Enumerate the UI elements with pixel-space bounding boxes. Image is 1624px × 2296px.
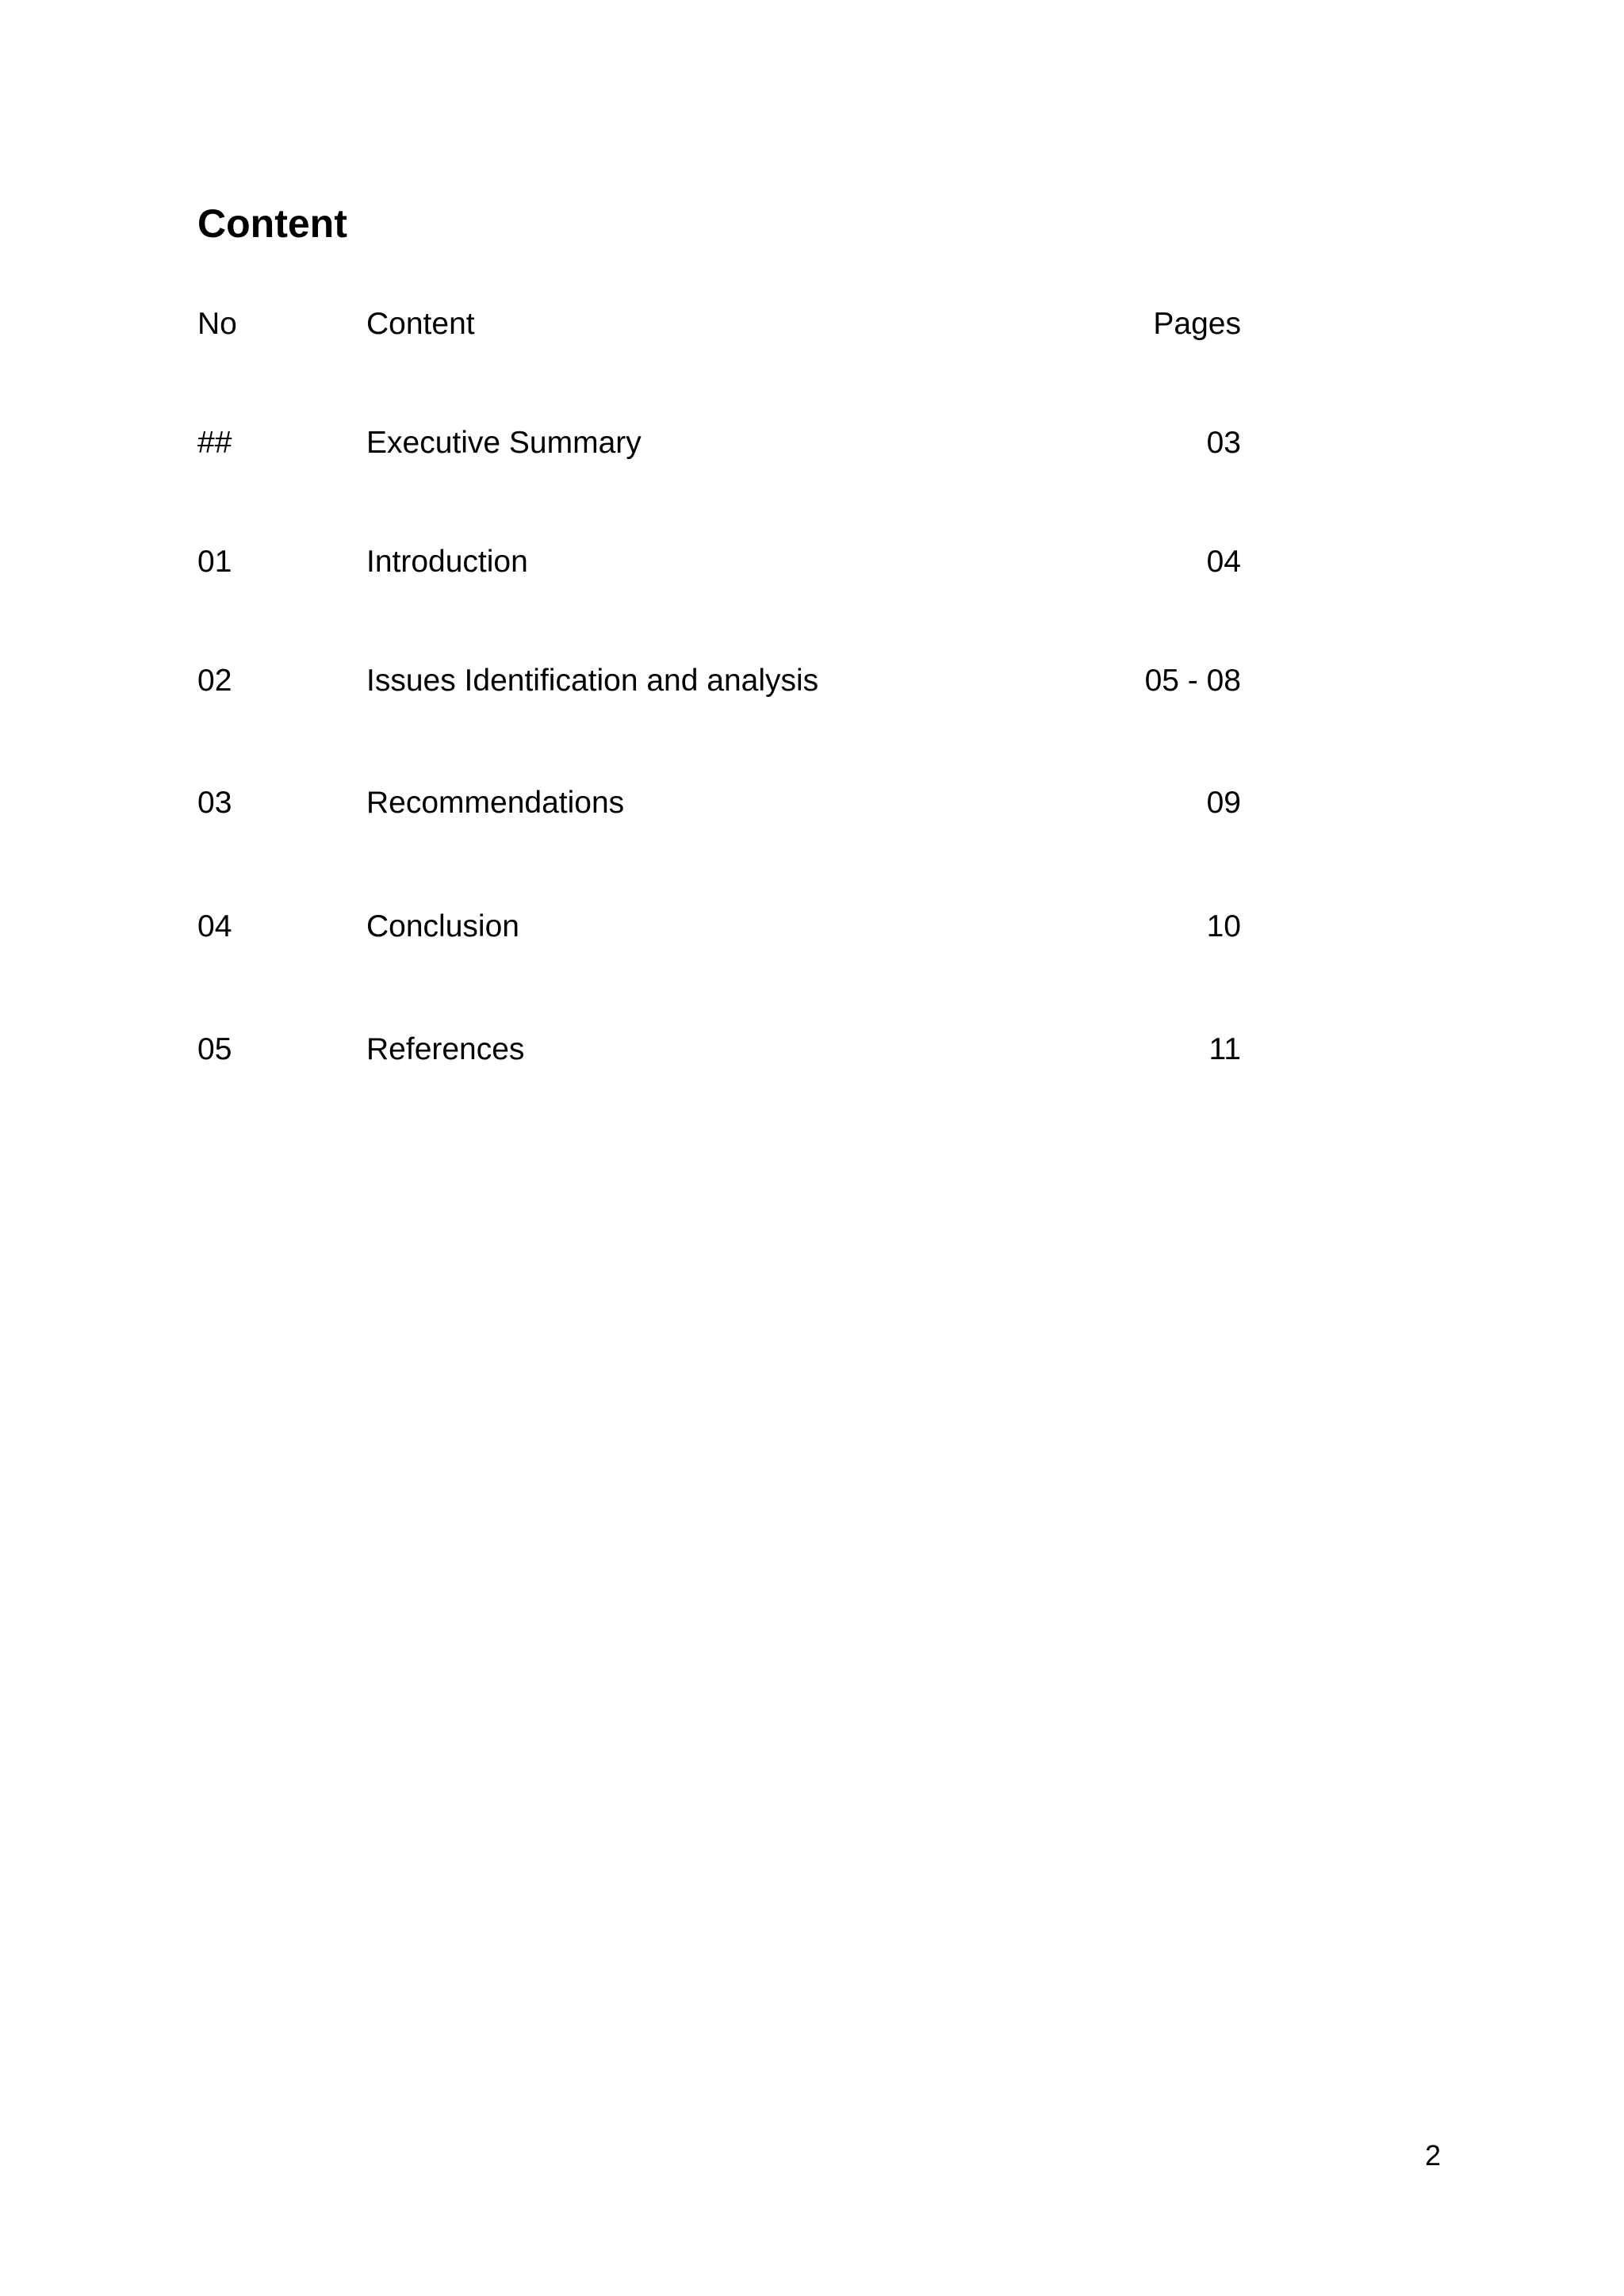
toc-row-pages: 03 [1206,426,1241,460]
page-number: 2 [1425,2139,1442,2172]
toc-row-content: References [366,1032,525,1066]
toc-row-content: Issues Identification and analysis [366,664,819,698]
toc-row-pages: 11 [1208,1032,1241,1066]
toc-row [197,1027,1241,1072]
toc-row [197,905,1241,949]
toc-header-pages: Pages [1153,307,1241,341]
toc-row-no: 05 [197,1032,232,1066]
toc-row-content: Conclusion [366,909,519,943]
toc-row [197,540,1241,584]
toc-row-pages: 04 [1206,545,1241,579]
toc-row-content: Recommendations [366,786,625,820]
toc-row-pages: 10 [1206,909,1241,943]
toc-row-content: Executive Summary [366,426,642,460]
toc-row-content: Introduction [366,545,528,579]
toc-header-content: Content [366,307,475,341]
toc-row-no: 01 [197,545,232,579]
toc-row-pages: 05 - 08 [1144,664,1241,698]
toc-row [197,781,1241,825]
toc-row-no: 03 [197,786,232,820]
toc-header-no: No [197,307,237,341]
toc-row [197,421,1241,465]
toc-header-row [197,302,1241,346]
toc-row-pages: 09 [1206,786,1241,820]
toc-row-no: ## [197,426,232,460]
toc-row [197,659,1241,703]
page-title: Content [197,201,347,246]
table-of-contents [197,0,1241,1110]
toc-row-no: 04 [197,909,232,943]
toc-row-no: 02 [197,664,232,698]
